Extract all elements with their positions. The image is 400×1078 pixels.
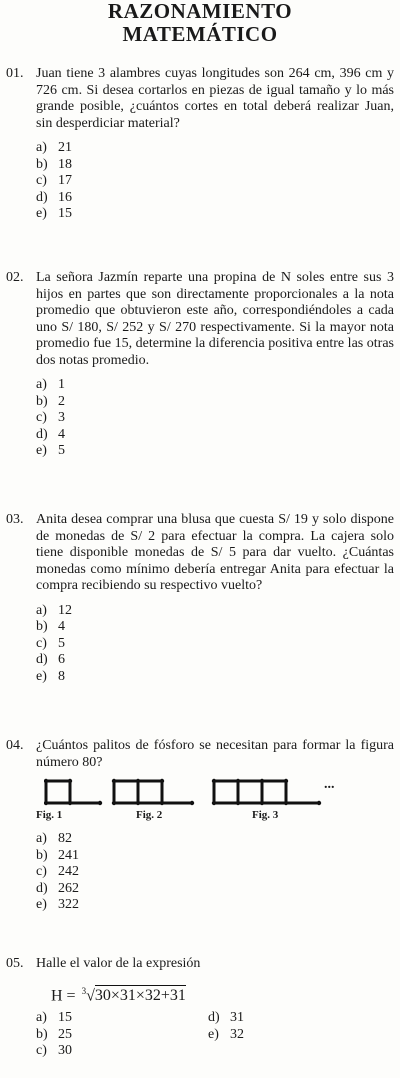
option-list [36, 140, 394, 223]
question-number: 04. [6, 738, 24, 753]
question-4 [6, 738, 394, 914]
question-text: Halle el valor de la expresión [36, 956, 201, 971]
option-c: c) 3 [36, 410, 65, 425]
title-line-1: RAZONAMIENTO [107, 0, 293, 23]
option-columns [36, 1010, 394, 1060]
option-a: a) 12 [36, 602, 72, 618]
title-line-2: MATEMÁTICO [122, 22, 278, 46]
question-number: 01. [6, 66, 24, 81]
option-list [36, 603, 394, 686]
option-e: e) 322 [36, 897, 79, 912]
question-2 [6, 270, 394, 460]
option-b: b) 25 [36, 1026, 72, 1042]
option-e: e) 32 [208, 1026, 244, 1042]
figure-caption-3: Fig. 3 [252, 809, 279, 821]
question-3 [6, 512, 394, 685]
fig2-square-2 [138, 781, 162, 803]
page-title [0, 0, 400, 46]
option-d: d) 31 [208, 1010, 244, 1026]
fig3-square-1 [214, 781, 238, 803]
option-column-1 [36, 1010, 186, 1060]
option-list [36, 831, 394, 914]
option-b: b) 2 [36, 393, 65, 409]
option-c: c) 5 [36, 635, 65, 651]
question-number: 05. [6, 956, 24, 971]
option-a: a) 1 [36, 377, 65, 392]
option-d: d) 6 [36, 652, 65, 667]
figure-caption-1: Fig. 1 [36, 809, 63, 821]
question-text: La señora Jazmín reparte una propina de N soles entre sus 3 hijos en partes que son directamente proporcionales a la nota promedio que obtuvieron este año, correspondiéndoles a cada uno S/ 180, S/ 252 y S/ 270 respectivamente. Si la mayor nota promedio fue 15, determine la diferencia positiva entre las otras dos notas promedio. [36, 270, 394, 368]
fig3-square-2 [238, 781, 262, 803]
option-e: e) 5 [36, 443, 65, 458]
question-1 [6, 66, 394, 223]
option-c: c) 17 [36, 173, 72, 188]
option-d: d) 16 [36, 189, 72, 205]
option-d: d) 262 [36, 880, 79, 896]
fig3-square-3 [262, 781, 286, 803]
question-number: 02. [6, 270, 24, 285]
question-text: Anita desea comprar una blusa que cuesta S/ 19 y solo dispone de monedas de S/ 2 para efectuar la compra. La cajera solo tiene disponible monedas de S/ 5 para dar vuelto. ¿Cuántas monedas como mínimo debería entregar Anita para efectuar la compra recibiendo su respectivo vuelto? [36, 512, 394, 593]
figure-caption-2: Fig. 2 [136, 809, 163, 821]
option-b: b) 241 [36, 847, 79, 863]
question-number: 03. [6, 512, 24, 527]
question-text: Juan tiene 3 alambres cuyas longitudes son 264 cm, 396 cm y 726 cm. Si desea cortarlos en piezas de igual tamaño y lo más grande posible, ¿cuántos cortes en total deberá realizar Juan, sin desperdiciar material? [36, 66, 394, 131]
question-text: ¿Cuántos palitos de fósforo se necesitan para formar la figura número 80? [36, 738, 394, 770]
formula-root-index: 3 [81, 985, 87, 996]
option-d: d) 4 [36, 426, 65, 442]
fig2-square-1 [114, 781, 138, 803]
formula [51, 983, 394, 1005]
option-list [36, 377, 394, 460]
option-column-2 [208, 1010, 244, 1060]
option-c: c) 30 [36, 1043, 72, 1059]
formula-lhs: H = [51, 986, 76, 1004]
option-e: e) 15 [36, 206, 72, 221]
question-5 [6, 956, 394, 1060]
option-b: b) 4 [36, 619, 65, 634]
fig1-square [46, 781, 70, 803]
formula-radicand: 30×31×32+31 [94, 986, 186, 1004]
option-a: a) 82 [36, 831, 72, 846]
option-e: e) 8 [36, 668, 65, 684]
option-a: a) 15 [36, 1010, 72, 1026]
option-c: c) 242 [36, 864, 79, 879]
figure-ellipsis: ... [324, 777, 335, 792]
radical-icon: √ [86, 986, 95, 1004]
option-b: b) 18 [36, 156, 72, 172]
matchstick-figures [36, 777, 394, 827]
option-a: a) 21 [36, 140, 72, 155]
